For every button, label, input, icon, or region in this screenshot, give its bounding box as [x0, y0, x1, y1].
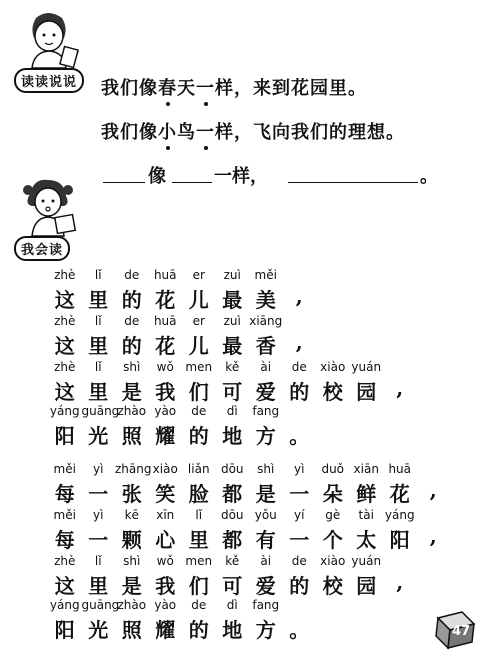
hanzi-char: 这 [54, 288, 75, 312]
hanzi-char: 光 [88, 618, 109, 642]
pattern-end-mark: 。 [420, 166, 438, 187]
pinyin-syllable: guāng [81, 404, 120, 418]
hanzi-char: 这 [54, 574, 75, 598]
pinyin-syllable: zhè [54, 554, 76, 568]
pinyin-syllable: yì [294, 462, 305, 476]
pinyin-syllable: dōu [220, 508, 244, 522]
emphasis-char: 春 [158, 74, 177, 100]
hanzi-char: 里 [88, 334, 109, 358]
hanzi-char: , [295, 330, 303, 354]
hanzi-char: 是 [121, 380, 142, 404]
hanzi-char: 里 [88, 574, 109, 598]
pattern-word-yiyang: 一样， [214, 166, 268, 187]
pinyin-syllable: de [124, 314, 140, 328]
hanzi-char: 最 [222, 288, 243, 312]
pinyin-syllable: zhào [117, 404, 147, 418]
pinyin-syllable: de [191, 598, 207, 612]
hanzi-char: 花 [155, 288, 176, 312]
hanzi-char: 一 [88, 482, 109, 506]
hanzi-char: 这 [54, 334, 75, 358]
pinyin-syllable: de [124, 268, 140, 282]
pinyin-syllable: yì [93, 462, 104, 476]
hanzi-char: , [429, 478, 437, 502]
pinyin-syllable: tài [358, 508, 374, 522]
pinyin-syllable: de [291, 554, 307, 568]
pinyin-syllable: fang [252, 404, 280, 418]
pinyin-syllable: zuì [223, 314, 241, 328]
hanzi-char: 颗 [121, 528, 142, 552]
hanzi-char: 太 [356, 528, 377, 552]
hanzi-char: 校 [322, 574, 343, 598]
pinyin-syllable: xiào [320, 554, 346, 568]
pinyin-syllable: xiān [353, 462, 379, 476]
hanzi-char: 张 [121, 482, 142, 506]
hanzi-char: 都 [222, 482, 243, 506]
section-badge-read-and-say: 读读说说 [14, 68, 84, 93]
hanzi-char: 一 [88, 528, 109, 552]
hanzi-char: 光 [88, 424, 109, 448]
pinyin-syllable: wǒ [156, 360, 174, 374]
hanzi-char: 的 [188, 424, 209, 448]
pinyin-syllable: wǒ [156, 554, 174, 568]
pinyin-syllable: yì [93, 508, 104, 522]
pinyin-syllable: xīn [156, 508, 175, 522]
pinyin-syllable: er [192, 314, 205, 328]
hanzi-char: 有 [255, 528, 276, 552]
pinyin-syllable: yào [154, 598, 177, 612]
hanzi-char: 的 [121, 334, 142, 358]
hanzi-char: , [295, 284, 303, 308]
pinyin-syllable: lǐ [94, 360, 102, 374]
boy-reading-illustration [14, 10, 84, 72]
pinyin-syllable: dì [226, 598, 238, 612]
pinyin-syllable: guāng [81, 598, 120, 612]
hanzi-char: 园 [356, 574, 377, 598]
hanzi-char: 爱 [255, 574, 276, 598]
hanzi-char: 照 [121, 618, 142, 642]
pinyin-syllable: měi [53, 508, 76, 522]
pinyin-syllable: zhào [117, 598, 147, 612]
pinyin-syllable: zhè [54, 314, 76, 328]
hanzi-char: 。 [289, 424, 310, 448]
pinyin-syllable: shì [123, 554, 141, 568]
hanzi-char: 的 [188, 618, 209, 642]
pinyin-syllable: huā [388, 462, 412, 476]
pinyin-syllable: yáng [49, 598, 80, 612]
hanzi-char: 方 [255, 618, 276, 642]
emphasis-char: 小 [158, 118, 177, 144]
hanzi-char: 每 [54, 482, 75, 506]
hanzi-char: 的 [289, 574, 310, 598]
hanzi-char: 是 [121, 574, 142, 598]
pinyin-syllable: fang [252, 598, 280, 612]
hanzi-char: 朵 [322, 482, 343, 506]
hanzi-char: 香 [255, 334, 276, 358]
hanzi-char: 最 [222, 334, 243, 358]
hanzi-char: 耀 [155, 424, 176, 448]
pinyin-syllable: kē [124, 508, 139, 522]
hanzi-char: 可 [222, 574, 243, 598]
pinyin-syllable: yáng [49, 404, 80, 418]
pinyin-syllable: zhè [54, 268, 76, 282]
pinyin-syllable: lǐ [94, 314, 102, 328]
pinyin-syllable: ài [260, 360, 272, 374]
hanzi-char: 每 [54, 528, 75, 552]
pinyin-syllable: ài [260, 554, 272, 568]
hanzi-char: 里 [88, 380, 109, 404]
emphasis-char: 一 [196, 74, 215, 100]
pinyin-syllable: men [185, 554, 213, 568]
hanzi-char: 可 [222, 380, 243, 404]
hanzi-char: 心 [155, 528, 176, 552]
hanzi-char: 都 [222, 528, 243, 552]
hanzi-char: 的 [121, 288, 142, 312]
pinyin-syllable: lǐ [94, 268, 102, 282]
girl-reading-illustration [12, 176, 84, 238]
fill-blank-1[interactable] [103, 182, 145, 183]
fill-blank-2[interactable] [172, 182, 212, 183]
hanzi-char: 花 [155, 334, 176, 358]
pinyin-syllable: de [191, 404, 207, 418]
pattern-word-xiang: 像 [148, 166, 166, 187]
pinyin-syllable: měi [254, 268, 277, 282]
hanzi-char: 我 [155, 574, 176, 598]
pinyin-syllable: dōu [220, 462, 244, 476]
hanzi-char: , [396, 376, 404, 400]
pinyin-syllable: zhāng [115, 462, 152, 476]
hanzi-char: 。 [289, 618, 310, 642]
pinyin-syllable: de [291, 360, 307, 374]
hanzi-char: 美 [255, 288, 276, 312]
hanzi-char: 鲜 [356, 482, 377, 506]
pinyin-syllable: xiào [320, 360, 346, 374]
hanzi-char: 阳 [54, 618, 75, 642]
pinyin-syllable: gè [325, 508, 341, 522]
hanzi-char: 我 [155, 380, 176, 404]
hanzi-char: 园 [356, 380, 377, 404]
hanzi-char: 花 [389, 482, 410, 506]
hanzi-char: 阳 [54, 424, 75, 448]
pinyin-syllable: yáng [384, 508, 415, 522]
hanzi-char: 一 [289, 528, 310, 552]
pinyin-syllable: shì [257, 462, 275, 476]
hanzi-char: 地 [222, 618, 243, 642]
hanzi-char: 一 [289, 482, 310, 506]
page-number: 47 [452, 624, 471, 639]
pinyin-syllable: shì [123, 360, 141, 374]
hanzi-char: 爱 [255, 380, 276, 404]
example-sentence-1: 我们像春天一样，来到花园里。 [101, 74, 367, 100]
hanzi-char: 们 [188, 380, 209, 404]
pinyin-syllable: liǎn [187, 462, 210, 476]
pinyin-syllable: kě [225, 360, 240, 374]
hanzi-char: 耀 [155, 618, 176, 642]
pinyin-syllable: yǒu [254, 508, 277, 522]
hanzi-char: 们 [188, 574, 209, 598]
pinyin-syllable: men [185, 360, 213, 374]
pinyin-syllable: yuán [351, 360, 382, 374]
hanzi-char: 地 [222, 424, 243, 448]
hanzi-char: 是 [255, 482, 276, 506]
pinyin-syllable: kě [225, 554, 240, 568]
hanzi-char: 个 [322, 528, 343, 552]
pinyin-syllable: měi [53, 462, 76, 476]
section-badge-i-can-read: 我会读 [14, 236, 70, 261]
pinyin-syllable: yí [294, 508, 305, 522]
fill-blank-3[interactable] [288, 182, 418, 183]
hanzi-char: 阳 [389, 528, 410, 552]
hanzi-char: 这 [54, 380, 75, 404]
pinyin-syllable: zuì [223, 268, 241, 282]
pinyin-syllable: xiāng [249, 314, 283, 328]
pinyin-syllable: er [192, 268, 205, 282]
hanzi-char: 儿 [188, 334, 209, 358]
hanzi-char: 儿 [188, 288, 209, 312]
hanzi-char: 校 [322, 380, 343, 404]
emphasis-char: 一 [196, 118, 215, 144]
example-sentence-2: 我们像小鸟一样，飞向我们的理想。 [101, 118, 405, 144]
pinyin-syllable: yào [154, 404, 177, 418]
hanzi-char: , [429, 524, 437, 548]
hanzi-char: 脸 [188, 482, 209, 506]
hanzi-char: 的 [289, 380, 310, 404]
hanzi-char: 里 [88, 288, 109, 312]
pinyin-syllable: yuán [351, 554, 382, 568]
hanzi-char: 笑 [155, 482, 176, 506]
pinyin-syllable: lǐ [195, 508, 203, 522]
pinyin-syllable: zhè [54, 360, 76, 374]
hanzi-char: 里 [188, 528, 209, 552]
pinyin-syllable: xiào [152, 462, 178, 476]
pinyin-syllable: huā [153, 268, 177, 282]
hanzi-char: 方 [255, 424, 276, 448]
pinyin-syllable: huā [153, 314, 177, 328]
pinyin-syllable: lǐ [94, 554, 102, 568]
pinyin-syllable: duǒ [321, 462, 345, 476]
hanzi-char: 照 [121, 424, 142, 448]
hanzi-char: , [396, 570, 404, 594]
pinyin-syllable: dì [226, 404, 238, 418]
